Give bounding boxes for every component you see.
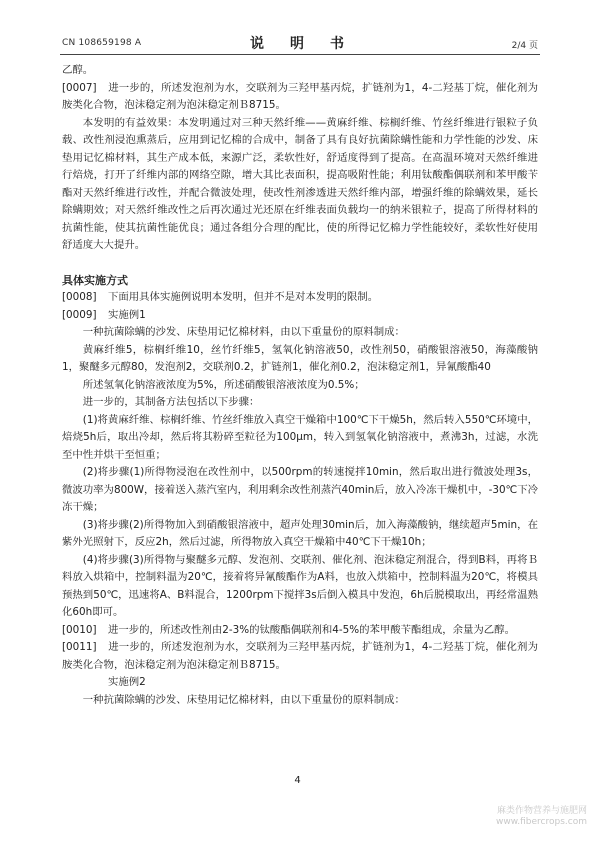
example1-steps-intro: 进一步的，其制备方法包括以下步骤： [82, 396, 260, 408]
example2-intro: 一种抗菌除螨的沙发、床垫用记忆棉材料，由以下重量份的原料制成： [82, 693, 405, 706]
publication-number: CN 108659198 A [62, 38, 142, 48]
paragraph-number: [0009] [62, 308, 97, 321]
watermark [496, 806, 587, 828]
page-number: 4 [294, 775, 301, 786]
watermark-url: www.fibercrops.com [496, 817, 587, 827]
page-header [60, 30, 540, 55]
document-body [62, 62, 538, 709]
example1-formula: 黄麻纤维5，棕榈纤维10，丝竹纤维5，氢氧化钠溶液50，改性剂50，硝酸银溶液50，海藻酸钠1，聚醚多元醇80，发泡剂2，交联剂0.2，扩链剂1，催化剂0.2，泡沫稳定剂1，异氰酸酯40 [62, 343, 538, 373]
example2-heading: 实施例2 [108, 676, 146, 688]
paragraph-0011 [62, 639, 538, 674]
step-3: (3)将步骤(2)所得物加入到硝酸银溶液中，超声处理30min后，加入海藻酸钠，继续超声5min，在紫外光照射下，反应2h，然后过滤，所得物放入真空干燥箱中40℃下干燥10h； [62, 518, 538, 548]
paragraph-number: [0010] [62, 623, 97, 636]
example1-concentration: 所述氢氧化钠溶液浓度为5%，所述硝酸银溶液浓度为0.5%； [82, 378, 365, 391]
paragraph-text: 进一步的，所述发泡剂为水，交联剂为三羟甲基丙烷，扩链剂为1，4-二羟基丁烷，催化剂为胺类化合物，泡沫稳定剂为泡沫稳定剂Ｂ8715。 [62, 641, 538, 671]
paragraph-0010 [62, 622, 538, 640]
example-heading: 实施例1 [108, 308, 146, 321]
paragraph-text: 下面用具体实施例说明本发明，但并不是对本发明的限制。 [108, 291, 379, 303]
document-title: 说 明 书 [250, 36, 350, 52]
paragraph-continuation: 乙醇。 [62, 64, 94, 76]
paragraph-text: 进一步的，所述改性剂由2-3%的钛酸酯偶联剂和4-5%的苯甲酸苄酯组成，余量为乙醇。 [108, 623, 515, 636]
step-1: (1)将黄麻纤维、棕榈纤维、竹丝纤维放入真空干燥箱中100℃下干燥5h，然后转入550℃环境中，焙烧5h后，取出冷却，然后将其粉碎至粒径为100μm，转入到氢氧化钠溶液中，煮沸3h，过滤，水洗至中性并烘干至恒重； [62, 413, 538, 461]
step-2: (2)将步骤(1)所得物浸泡在改性剂中，以500rpm的转速搅拌10min，然后取出进行微波处理3s，微波功率为800W，接着送入蒸汽室内，利用剩余改性剂蒸汽40min后，放入冷冻干燥机中，-30℃下冷冻干燥； [62, 466, 539, 513]
paragraph-text: 进一步的，所述发泡剂为水，交联剂为三羟甲基丙烷，扩链剂为1，4-二羟基丁烷，催化剂为胺类化合物，泡沫稳定剂为泡沫稳定剂Ｂ8715。 [62, 81, 538, 111]
page-indicator: 2/4 页 [511, 41, 538, 51]
example1-intro: 一种抗菌除螨的沙发、床垫用记忆棉材料，由以下重量份的原料制成： [82, 326, 405, 338]
paragraph-beneficial-effects: 本发明的有益效果：本发明通过对三种天然纤维——黄麻纤维、棕榈纤维、竹丝纤维进行银粒子负载、改性剂浸泡熏蒸后，应用到记忆棉的合成中，制备了具有良好抗菌除螨性能和力学性能的沙发、床垫用记忆棉材料，其生产成本低，来源广泛，柔软性好，舒适度得到了提高。在高温环境对天然纤维进行焙烧，打开了纤维内部的网络空隙，增大其比表面积，提高吸附性能；利用钛酸酯偶联剂和苯甲酸苄酯对天然纤维进行改性，并配合微波处理，使改性剂渗透进天然纤维内部，增强纤维的除螨效果，延长除螨期效；对天然纤维改性之后再次通过光还原在纤维表面负载均一的纳米银粒子，提高了所得材料的抗菌性能，使其抗菌性能优良；通过各组分合理的配比，使的所得记忆棉力学性能较好，柔软性好使用舒适度大大提升。 [62, 116, 538, 251]
section-heading: 具体实施方式 [62, 273, 128, 287]
paragraph-0009 [62, 307, 538, 325]
paragraph-number: [0008] [62, 291, 97, 303]
watermark-title: 麻类作物营养与施肥网 [496, 806, 587, 816]
paragraph-0008 [62, 289, 538, 307]
step-4: (4)将步骤(3)所得物与聚醚多元醇、发泡剂、交联剂、催化剂、泡沫稳定剂混合，得到B料，再将Ｂ料放入烘箱中，控制料温为20℃，接着将异氰酸酯作为A料，也放入烘箱中，控制料温为20℃，将模具预热到50℃，迅速将A、B料混合，1200rpm下搅拌3s后倒入模具中发泡，6h后脱模取出，再经常温熟化60h即可。 [62, 553, 538, 618]
paragraph-0007 [62, 80, 538, 115]
paragraph-number: [0011] [62, 641, 97, 653]
paragraph-number: [0007] [62, 81, 97, 94]
